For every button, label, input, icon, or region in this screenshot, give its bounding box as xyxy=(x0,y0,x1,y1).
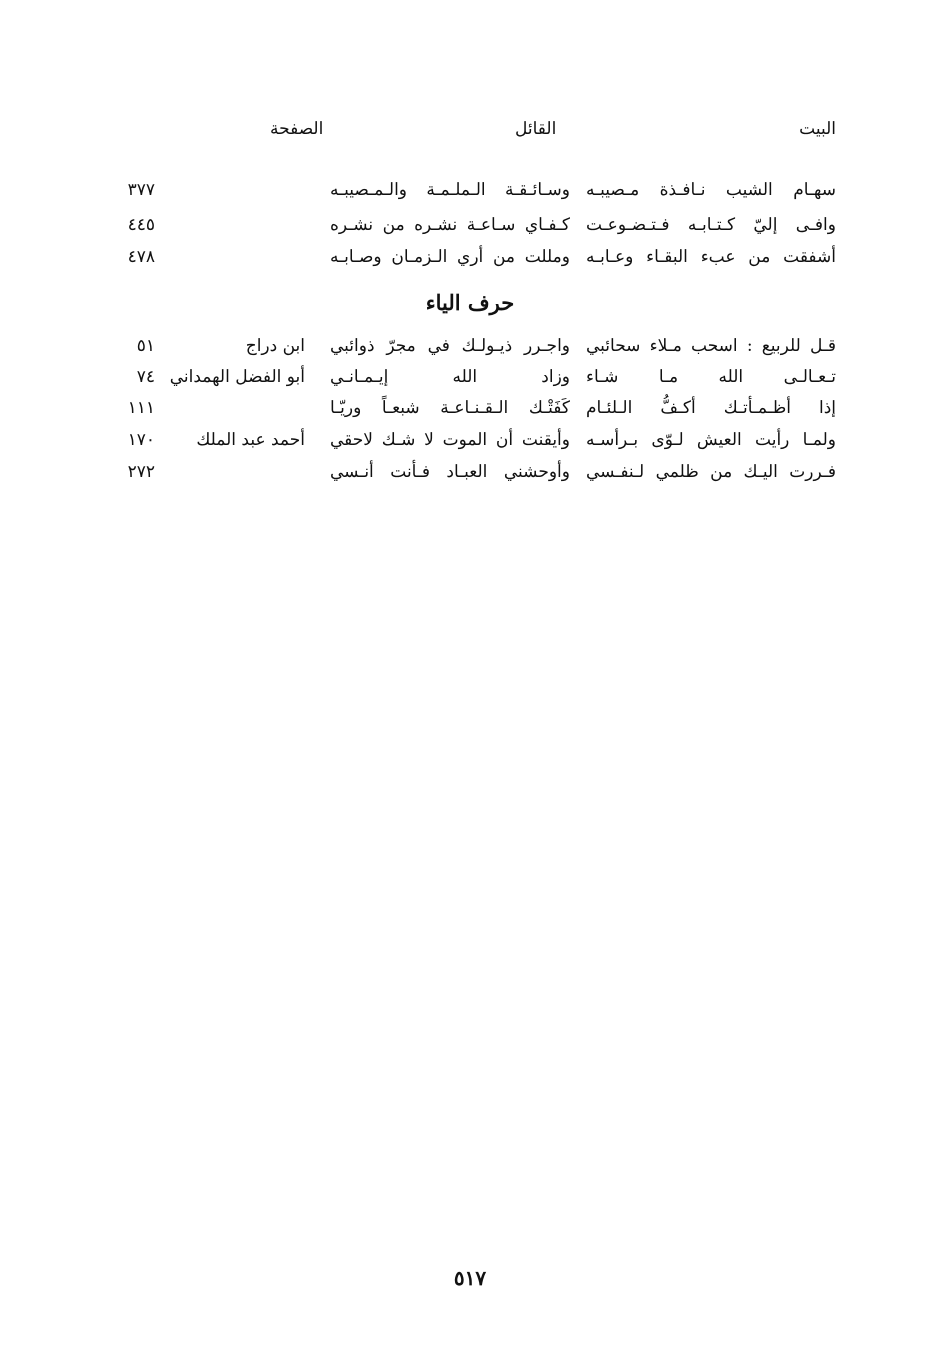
index-row xyxy=(0,175,940,205)
page-number: ٥١٧ xyxy=(453,1266,487,1290)
verse-second-hemistich: كـفـاي سـاعـة نشـره من نشـره xyxy=(330,215,570,235)
verse-speaker xyxy=(155,393,305,423)
header-speaker: القائل xyxy=(515,119,557,139)
verse-first-hemistich: قـل للربيع : اسحب مـلاء سحائبي xyxy=(586,336,836,356)
index-row xyxy=(0,457,940,487)
index-row xyxy=(0,425,940,455)
verse-speaker: أبو الفضل الهمداني xyxy=(169,367,305,387)
verse-page-number: ٢٧٢ xyxy=(127,462,155,482)
verse-second-hemistich: ومللت من أري الـزمـان وصـابـه xyxy=(330,247,570,267)
verse-speaker: أحمد عبد الملك xyxy=(196,430,305,450)
section-title: حرف الياء xyxy=(425,290,515,315)
verse-first-hemistich: تـعـالـى الله مـا شـاء xyxy=(586,367,836,387)
verse-page-number: ٧٤ xyxy=(136,367,155,387)
verse-speaker xyxy=(155,242,305,272)
verse-second-hemistich: وأيقنت أن الموت لا شـك لاحقي xyxy=(330,430,570,450)
verse-page-number: ١١١ xyxy=(127,398,155,418)
verse-first-hemistich: إذا أظـمـأتـك أكـفُّ الـلئـام xyxy=(586,398,836,418)
verse-page-number: ٥١ xyxy=(136,336,155,356)
verse-second-hemistich: كَفَتْـك الـقـنـاعـة شبعـاً وريّـا xyxy=(330,398,570,418)
index-row xyxy=(0,362,940,392)
verse-first-hemistich: فـررت اليـك من ظلمي لـنفـسي xyxy=(586,462,836,482)
verse-speaker xyxy=(155,175,305,205)
index-row xyxy=(0,331,940,361)
verse-speaker xyxy=(155,457,305,487)
verse-second-hemistich: وأوحشني العبـاد فـأنت أنـسي xyxy=(330,462,570,482)
verse-page-number: ٣٧٧ xyxy=(127,180,155,200)
verse-second-hemistich: وسـائـقـة الـملـمـة والـمـصيبـه xyxy=(330,180,570,200)
verse-second-hemistich: واجـرر ذيـولـك في مجرّ ذوائبي xyxy=(330,336,570,356)
verse-speaker: ابن دراج xyxy=(245,336,305,356)
verse-page-number: ١٧٠ xyxy=(127,430,155,450)
index-row xyxy=(0,242,940,272)
verse-first-hemistich: وافـى إليّ كـتـابـه فـتـضـوعـت xyxy=(586,215,836,235)
verse-second-hemistich: وزاد الله إيـمـانـي xyxy=(330,367,570,387)
verse-first-hemistich: سهـام الشيب نـافـذة مـصيبـه xyxy=(586,180,836,200)
verse-first-hemistich: ولمـا رأيت العيش لـوّى بـرأسـه xyxy=(586,430,836,450)
verse-speaker xyxy=(155,210,305,240)
header-verse: البيت xyxy=(799,119,836,139)
verse-page-number: ٤٧٨ xyxy=(127,247,155,267)
verse-first-hemistich: أشفقت من عبء البقـاء وعـابـه xyxy=(586,247,836,267)
verse-page-number: ٤٤٥ xyxy=(127,215,155,235)
header-page: الصفحة xyxy=(270,119,324,139)
index-row xyxy=(0,210,940,240)
index-row xyxy=(0,393,940,423)
